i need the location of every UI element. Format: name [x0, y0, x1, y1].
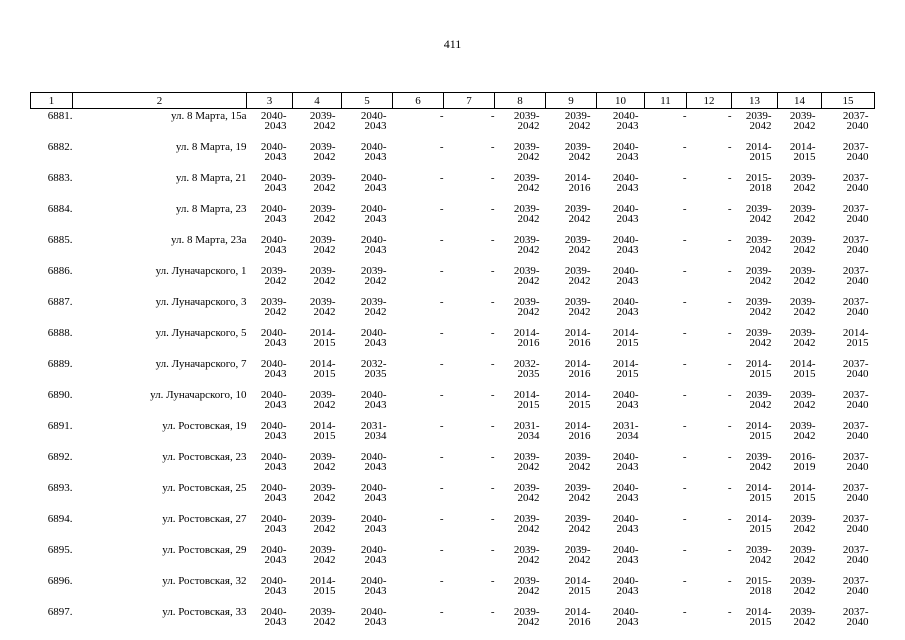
row-number: 6885. [47, 234, 73, 246]
year-range-cell: 2040- 2043 [260, 575, 287, 597]
year-range-cell: 2039- 2042 [564, 544, 591, 566]
dash-cell: - [727, 110, 732, 122]
dash-cell: - [490, 296, 495, 308]
year-range-cell: 2014- 2015 [309, 327, 336, 349]
year-range-cell: 2040- 2043 [360, 451, 387, 473]
table-row [31, 543, 875, 574]
year-range-cell: 2039- 2042 [360, 265, 387, 287]
year-range-cell: 2014- 2015 [745, 141, 772, 163]
year-range-cell: 2039- 2042 [745, 389, 772, 411]
year-range-cell: 2039- 2042 [360, 296, 387, 318]
dash-cell: - [490, 544, 495, 556]
column-header-5: 5 [342, 93, 393, 109]
column-header-15: 15 [822, 93, 875, 109]
year-range-cell: 2037- 2040 [842, 141, 869, 163]
dash-cell: - [682, 358, 687, 370]
column-header-14: 14 [778, 93, 822, 109]
year-range-cell: 2040- 2043 [360, 110, 387, 132]
year-range-cell: 2039- 2042 [564, 265, 591, 287]
year-range-cell: 2039- 2042 [564, 203, 591, 225]
year-range-cell: 2014- 2015 [612, 327, 639, 349]
year-range-cell: 2040- 2043 [360, 482, 387, 504]
year-range-cell: 2014- 2015 [745, 358, 772, 380]
row-number: 6897. [47, 606, 73, 618]
year-range-cell: 2039- 2042 [309, 544, 336, 566]
year-range-cell: 2016- 2019 [789, 451, 816, 473]
dash-cell: - [490, 575, 495, 587]
year-range-cell: 2037- 2040 [842, 389, 869, 411]
table-row [31, 450, 875, 481]
dash-cell: - [439, 141, 444, 153]
year-range-cell: 2031- 2034 [612, 420, 639, 442]
year-range-cell: 2040- 2043 [360, 389, 387, 411]
dash-cell: - [490, 513, 495, 525]
year-range-cell: 2039- 2042 [260, 296, 287, 318]
year-range-cell: 2039- 2042 [789, 544, 816, 566]
year-range-cell: 2014- 2016 [564, 327, 591, 349]
year-range-cell: 2039- 2042 [513, 544, 540, 566]
year-range-cell: 2039- 2042 [789, 265, 816, 287]
column-header-6: 6 [393, 93, 444, 109]
year-range-cell: 2040- 2043 [360, 172, 387, 194]
address-cell: ул. Ростовская, 23 [162, 451, 247, 463]
year-range-cell: 2031- 2034 [513, 420, 540, 442]
address-cell: ул. Ростовская, 29 [162, 544, 247, 556]
dash-cell: - [490, 172, 495, 184]
dash-cell: - [727, 296, 732, 308]
row-number: 6890. [47, 389, 73, 401]
year-range-cell: 2039- 2042 [309, 296, 336, 318]
table-row [31, 574, 875, 605]
year-range-cell: 2040- 2043 [612, 172, 639, 194]
dash-cell: - [490, 234, 495, 246]
year-range-cell: 2040- 2043 [612, 265, 639, 287]
year-range-cell: 2039- 2042 [789, 327, 816, 349]
dash-cell: - [439, 358, 444, 370]
year-range-cell: 2014- 2015 [745, 482, 772, 504]
year-range-cell: 2037- 2040 [842, 482, 869, 504]
dash-cell: - [490, 420, 495, 432]
dash-cell: - [727, 265, 732, 277]
year-range-cell: 2037- 2040 [842, 544, 869, 566]
year-range-cell: 2039- 2042 [564, 482, 591, 504]
dash-cell: - [727, 358, 732, 370]
table-row [31, 388, 875, 419]
year-range-cell: 2037- 2040 [842, 575, 869, 597]
address-cell: ул. 8 Марта, 19 [175, 141, 247, 153]
year-range-cell: 2040- 2043 [360, 544, 387, 566]
dash-cell: - [727, 482, 732, 494]
column-header-8: 8 [495, 93, 546, 109]
dash-cell: - [682, 203, 687, 215]
table-row [31, 326, 875, 357]
year-range-cell: 2037- 2040 [842, 234, 869, 256]
year-range-cell: 2039- 2042 [564, 110, 591, 132]
dash-cell: - [727, 544, 732, 556]
dash-cell: - [727, 451, 732, 463]
address-cell: ул. Луначарского, 5 [155, 327, 247, 339]
year-range-cell: 2039- 2042 [309, 203, 336, 225]
dash-cell: - [682, 110, 687, 122]
dash-cell: - [682, 265, 687, 277]
year-range-cell: 2040- 2043 [360, 234, 387, 256]
year-range-cell: 2040- 2043 [260, 141, 287, 163]
year-range-cell: 2039- 2042 [789, 203, 816, 225]
page-number: 411 [443, 37, 462, 51]
dash-cell: - [490, 389, 495, 401]
year-range-cell: 2015- 2018 [745, 172, 772, 194]
year-range-cell: 2014- 2015 [564, 389, 591, 411]
dash-cell: - [682, 172, 687, 184]
table-row [31, 202, 875, 233]
year-range-cell: 2014- 2016 [564, 420, 591, 442]
dash-cell: - [439, 327, 444, 339]
dash-cell: - [727, 327, 732, 339]
dash-cell: - [682, 575, 687, 587]
year-range-cell: 2032- 2035 [513, 358, 540, 380]
column-header-7: 7 [444, 93, 495, 109]
year-range-cell: 2039- 2042 [789, 606, 816, 628]
table-row [31, 109, 875, 141]
year-range-cell: 2039- 2042 [564, 451, 591, 473]
table-row [31, 140, 875, 171]
address-cell: ул. Луначарского, 10 [150, 389, 247, 401]
year-range-cell: 2037- 2040 [842, 203, 869, 225]
year-range-cell: 2040- 2043 [260, 203, 287, 225]
dash-cell: - [727, 234, 732, 246]
year-range-cell: 2039- 2042 [309, 451, 336, 473]
year-range-cell: 2040- 2043 [260, 172, 287, 194]
dash-cell: - [682, 606, 687, 618]
dash-cell: - [727, 606, 732, 618]
dash-cell: - [439, 296, 444, 308]
year-range-cell: 2014- 2016 [564, 606, 591, 628]
column-header-9: 9 [546, 93, 597, 109]
year-range-cell: 2039- 2042 [789, 296, 816, 318]
year-range-cell: 2040- 2043 [612, 451, 639, 473]
year-range-cell: 2039- 2042 [513, 203, 540, 225]
year-range-cell: 2039- 2042 [789, 172, 816, 194]
year-range-cell: 2040- 2043 [360, 606, 387, 628]
dash-cell: - [682, 482, 687, 494]
year-range-cell: 2039- 2042 [745, 451, 772, 473]
year-range-cell: 2014- 2015 [745, 606, 772, 628]
year-range-cell: 2014- 2015 [789, 482, 816, 504]
year-range-cell: 2040- 2043 [612, 482, 639, 504]
year-range-cell: 2040- 2043 [360, 575, 387, 597]
row-number: 6893. [47, 482, 73, 494]
address-cell: ул. Ростовская, 33 [162, 606, 247, 618]
dash-cell: - [727, 389, 732, 401]
dash-cell: - [682, 327, 687, 339]
table-body [31, 109, 875, 637]
address-cell: ул. 8 Марта, 23а [171, 234, 247, 246]
year-range-cell: 2039- 2042 [513, 265, 540, 287]
year-range-cell: 2040- 2043 [260, 420, 287, 442]
year-range-cell: 2039- 2042 [789, 513, 816, 535]
year-range-cell: 2039- 2042 [513, 110, 540, 132]
year-range-cell: 2039- 2042 [309, 389, 336, 411]
year-range-cell: 2040- 2043 [260, 327, 287, 349]
row-number: 6887. [47, 296, 73, 308]
dash-cell: - [490, 482, 495, 494]
year-range-cell: 2040- 2043 [260, 234, 287, 256]
year-range-cell: 2040- 2043 [260, 358, 287, 380]
year-range-cell: 2037- 2040 [842, 513, 869, 535]
dash-cell: - [490, 358, 495, 370]
dash-cell: - [727, 203, 732, 215]
year-range-cell: 2014- 2015 [513, 389, 540, 411]
table-row [31, 295, 875, 326]
year-range-cell: 2040- 2043 [612, 606, 639, 628]
year-range-cell: 2037- 2040 [842, 606, 869, 628]
dash-cell: - [439, 606, 444, 618]
year-range-cell: 2039- 2042 [309, 234, 336, 256]
year-range-cell: 2014- 2015 [745, 513, 772, 535]
dash-cell: - [727, 172, 732, 184]
table-row [31, 512, 875, 543]
dash-cell: - [682, 420, 687, 432]
dash-cell: - [490, 141, 495, 153]
column-header-11: 11 [645, 93, 687, 109]
year-range-cell: 2039- 2042 [745, 234, 772, 256]
dash-cell: - [490, 265, 495, 277]
year-range-cell: 2040- 2043 [260, 513, 287, 535]
dash-cell: - [439, 110, 444, 122]
year-range-cell: 2039- 2042 [745, 327, 772, 349]
header-row [31, 93, 875, 109]
address-cell: ул. Ростовская, 19 [162, 420, 247, 432]
year-range-cell: 2040- 2043 [360, 203, 387, 225]
year-range-cell: 2037- 2040 [842, 172, 869, 194]
row-number: 6896. [47, 575, 73, 587]
year-range-cell: 2039- 2042 [789, 110, 816, 132]
row-number: 6883. [47, 172, 73, 184]
year-range-cell: 2039- 2042 [309, 513, 336, 535]
year-range-cell: 2014- 2015 [842, 327, 869, 349]
dash-cell: - [439, 575, 444, 587]
dash-cell: - [439, 234, 444, 246]
year-range-cell: 2039- 2042 [745, 110, 772, 132]
row-number: 6886. [47, 265, 73, 277]
year-range-cell: 2039- 2042 [564, 513, 591, 535]
year-range-cell: 2014- 2015 [309, 358, 336, 380]
address-cell: ул. Ростовская, 25 [162, 482, 247, 494]
row-number: 6882. [47, 141, 73, 153]
dash-cell: - [682, 544, 687, 556]
dash-cell: - [727, 513, 732, 525]
address-cell: ул. 8 Марта, 21 [175, 172, 247, 184]
year-range-cell: 2039- 2042 [789, 575, 816, 597]
dash-cell: - [727, 575, 732, 587]
year-range-cell: 2037- 2040 [842, 265, 869, 287]
dash-cell: - [439, 451, 444, 463]
year-range-cell: 2040- 2043 [612, 575, 639, 597]
year-range-cell: 2039- 2042 [564, 141, 591, 163]
address-cell: ул. Луначарского, 3 [155, 296, 247, 308]
year-range-cell: 2039- 2042 [309, 606, 336, 628]
dash-cell: - [682, 234, 687, 246]
table-row [31, 605, 875, 636]
year-range-cell: 2039- 2042 [745, 265, 772, 287]
year-range-cell: 2014- 2016 [564, 172, 591, 194]
column-header-3: 3 [247, 93, 293, 109]
dash-cell: - [439, 544, 444, 556]
year-range-cell: 2039- 2042 [309, 110, 336, 132]
column-header-13: 13 [732, 93, 778, 109]
column-header-2: 2 [73, 93, 247, 109]
dash-cell: - [439, 513, 444, 525]
year-range-cell: 2040- 2043 [612, 203, 639, 225]
year-range-cell: 2014- 2015 [564, 575, 591, 597]
column-header-4: 4 [293, 93, 342, 109]
year-range-cell: 2039- 2042 [789, 234, 816, 256]
year-range-cell: 2039- 2042 [564, 234, 591, 256]
year-range-cell: 2040- 2043 [260, 544, 287, 566]
year-range-cell: 2040- 2043 [260, 110, 287, 132]
year-range-cell: 2015- 2018 [745, 575, 772, 597]
year-range-cell: 2040- 2043 [612, 296, 639, 318]
year-range-cell: 2039- 2042 [513, 172, 540, 194]
year-range-cell: 2039- 2042 [789, 420, 816, 442]
year-range-cell: 2014- 2015 [309, 420, 336, 442]
dash-cell: - [490, 110, 495, 122]
year-range-cell: 2039- 2042 [260, 265, 287, 287]
table-row [31, 419, 875, 450]
dash-cell: - [439, 203, 444, 215]
dash-cell: - [727, 420, 732, 432]
row-number: 6888. [47, 327, 73, 339]
year-range-cell: 2014- 2015 [789, 141, 816, 163]
dash-cell: - [439, 482, 444, 494]
year-range-cell: 2014- 2015 [789, 358, 816, 380]
table-row [31, 264, 875, 295]
year-range-cell: 2014- 2016 [513, 327, 540, 349]
year-range-cell: 2040- 2043 [260, 606, 287, 628]
year-range-cell: 2040- 2043 [260, 451, 287, 473]
year-range-cell: 2039- 2042 [309, 265, 336, 287]
year-range-cell: 2039- 2042 [513, 575, 540, 597]
row-number: 6881. [47, 110, 73, 122]
address-cell: ул. Ростовская, 27 [162, 513, 247, 525]
year-range-cell: 2039- 2042 [745, 296, 772, 318]
column-header-1: 1 [31, 93, 73, 109]
row-number: 6895. [47, 544, 73, 556]
year-range-cell: 2037- 2040 [842, 296, 869, 318]
dash-cell: - [490, 327, 495, 339]
year-range-cell: 2039- 2042 [513, 451, 540, 473]
address-cell: ул. Луначарского, 1 [155, 265, 247, 277]
year-range-cell: 2040- 2043 [360, 513, 387, 535]
row-number: 6894. [47, 513, 73, 525]
table-row [31, 357, 875, 388]
year-range-cell: 2039- 2042 [309, 172, 336, 194]
address-cell: ул. Луначарского, 7 [155, 358, 247, 370]
year-range-cell: 2039- 2042 [564, 296, 591, 318]
year-range-cell: 2039- 2042 [745, 544, 772, 566]
year-range-cell: 2040- 2043 [612, 544, 639, 566]
year-range-cell: 2037- 2040 [842, 420, 869, 442]
dash-cell: - [439, 420, 444, 432]
dash-cell: - [439, 172, 444, 184]
year-range-cell: 2039- 2042 [309, 141, 336, 163]
year-range-cell: 2037- 2040 [842, 451, 869, 473]
column-header-12: 12 [687, 93, 732, 109]
year-range-cell: 2040- 2043 [612, 234, 639, 256]
year-range-cell: 2039- 2042 [513, 513, 540, 535]
year-range-cell: 2040- 2043 [360, 141, 387, 163]
year-range-cell: 2014- 2015 [612, 358, 639, 380]
year-range-cell: 2039- 2042 [745, 203, 772, 225]
row-number: 6892. [47, 451, 73, 463]
year-range-cell: 2039- 2042 [789, 389, 816, 411]
address-cell: ул. 8 Марта, 15а [171, 110, 247, 122]
dash-cell: - [727, 141, 732, 153]
dash-cell: - [682, 451, 687, 463]
year-range-cell: 2039- 2042 [513, 606, 540, 628]
column-header-10: 10 [597, 93, 645, 109]
year-range-cell: 2040- 2043 [612, 389, 639, 411]
dash-cell: - [439, 265, 444, 277]
year-range-cell: 2031- 2034 [360, 420, 387, 442]
address-cell: ул. 8 Марта, 23 [175, 203, 247, 215]
dash-cell: - [439, 389, 444, 401]
dash-cell: - [682, 296, 687, 308]
year-range-cell: 2039- 2042 [513, 482, 540, 504]
dash-cell: - [490, 606, 495, 618]
dash-cell: - [682, 141, 687, 153]
dash-cell: - [490, 203, 495, 215]
year-range-cell: 2037- 2040 [842, 110, 869, 132]
row-number: 6884. [47, 203, 73, 215]
year-range-cell: 2039- 2042 [513, 141, 540, 163]
table-row [31, 481, 875, 512]
year-range-cell: 2040- 2043 [260, 389, 287, 411]
year-range-cell: 2040- 2043 [260, 482, 287, 504]
year-range-cell: 2040- 2043 [612, 110, 639, 132]
year-range-cell: 2039- 2042 [309, 482, 336, 504]
year-range-cell: 2014- 2015 [309, 575, 336, 597]
year-range-cell: 2039- 2042 [513, 234, 540, 256]
year-range-cell: 2040- 2043 [612, 513, 639, 535]
address-cell: ул. Ростовская, 32 [162, 575, 247, 587]
year-range-cell: 2014- 2016 [564, 358, 591, 380]
year-range-cell: 2040- 2043 [360, 327, 387, 349]
year-range-cell: 2039- 2042 [513, 296, 540, 318]
row-number: 6891. [47, 420, 73, 432]
table-row [31, 233, 875, 264]
row-number: 6889. [47, 358, 73, 370]
year-range-cell: 2040- 2043 [612, 141, 639, 163]
schedule-table [30, 92, 875, 636]
dash-cell: - [490, 451, 495, 463]
dash-cell: - [682, 389, 687, 401]
year-range-cell: 2037- 2040 [842, 358, 869, 380]
year-range-cell: 2032- 2035 [360, 358, 387, 380]
table-row [31, 171, 875, 202]
year-range-cell: 2014- 2015 [745, 420, 772, 442]
dash-cell: - [682, 513, 687, 525]
